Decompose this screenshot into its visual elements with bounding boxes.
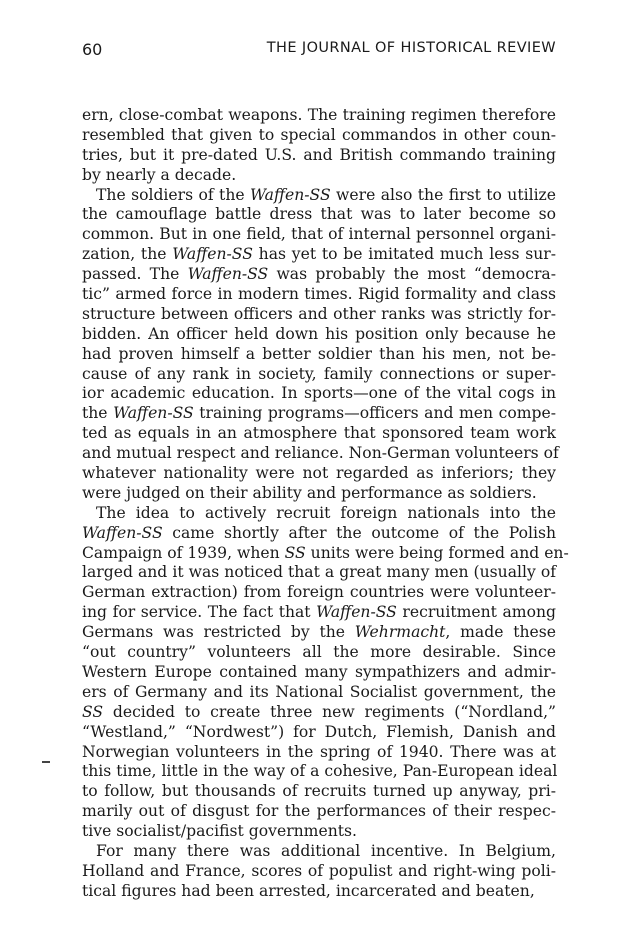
text-line [82,822,556,842]
text-line [82,444,559,464]
text-run: tic” armed force in modern times. Rigid formality and class [82,285,556,304]
text-line [82,384,556,404]
text-run: tical figures had been arrested, incarcerated and beaten, [82,881,535,900]
text-run: “out country” volunteers all the more desirable. Since [82,643,556,662]
text-line [82,265,556,285]
text-run: zation, the [82,245,173,264]
text-run: to follow, but thousands of recruits turned up anyway, pri- [82,782,556,801]
text-line [82,365,556,385]
text-line [82,146,556,166]
italic-text: Waffen-SS [113,404,194,423]
text-line [82,643,556,663]
text-line [82,842,556,862]
text-run: “Westland,” “Nordwest”) for Dutch, Flemish, Danish and [82,722,556,741]
text-line [82,543,569,564]
text-run: common. But in one field, that of internal personnel organi- [82,225,556,244]
text-line [82,762,556,782]
text-run: The idea to actively recruit foreign nationals into the [96,503,556,522]
italic-text: Waffen-SS [172,245,253,264]
text-run: came shortly after the outcome of the Polish [162,523,556,542]
text-run: had proven himself a better soldier than his men, not be- [82,344,556,363]
text-run: passed. The [82,265,188,284]
text-line [82,583,556,603]
text-run: was probably the most “democra- [268,265,556,284]
text-run: ior academic education. In sports—one of the vital cogs in [82,384,556,403]
text-run: Holland and France, scores of populist and right-wing poli- [82,861,556,880]
text-run: were also the first to utilize [330,185,556,204]
text-line [82,225,556,245]
text-run: ted as equals in an atmosphere that sponsored team work [82,424,556,443]
text-run: whatever nationality were not regarded as inferiors; they [82,464,556,483]
text-line [82,782,556,802]
text-run: German extraction) from foreign countries were volunteer- [82,583,556,602]
text-line [82,862,556,882]
text-run: recruitment among [396,603,556,622]
text-line [82,663,556,683]
text-line [82,623,556,643]
page-number: 60 [82,40,103,59]
page-header [82,40,556,64]
italic-text: Waffen-SS [187,265,269,284]
text-run: ing for service. The fact that [82,603,317,622]
text-run: ers of Germany and its National Socialist government, the [82,682,556,701]
text-line [82,424,556,444]
text-run: tries, but it pre-dated U.S. and British commando training [82,145,556,164]
italic-text: Waffen-SS [82,523,163,542]
text-line [82,882,556,902]
text-line [82,723,556,743]
text-line [82,802,556,822]
italic-text: Waffen-SS [316,603,397,622]
text-line [82,524,556,544]
text-line [82,683,556,703]
text-run: the [82,404,114,423]
text-run: , made these [445,623,556,642]
text-line [82,285,556,305]
text-line [82,404,556,424]
text-line [82,603,556,623]
text-run: marily out of disgust for the performances of their respec- [82,802,556,821]
text-run: training programs—officers and men compe- [193,404,556,423]
text-run: structure between officers and other ranks was strictly for- [82,304,556,323]
text-line [82,345,556,365]
text-line [82,305,556,325]
text-run: resembled that given to special commandos in other coun- [82,125,556,144]
italic-text: SS [82,702,104,721]
italic-text: SS [284,543,306,562]
text-line [82,563,556,583]
text-run: and mutual respect and reliance. Non-German volunteers of [82,444,559,463]
italic-text: Wehrmacht [354,623,446,642]
margin-mark [42,761,50,763]
text-line [82,186,556,206]
text-run: units were being formed and en- [305,543,569,562]
text-run: were judged on their ability and performance as soldiers. [82,483,537,502]
text-run: Campaign of 1939, when [82,543,285,562]
text-run: Norwegian volunteers in the spring of 1940. There was at [82,742,556,761]
text-run: larged and it was noticed that a great many men (usually of [82,563,556,582]
text-line [82,484,556,504]
text-run: For many there was additional incentive. In Belgium, [96,841,556,860]
running-head: THE JOURNAL OF HISTORICAL REVIEW [266,40,556,56]
text-run: cause of any rank in society, family connections or super- [82,364,556,383]
text-run: Germans was restricted by the [82,623,355,642]
text-line [82,106,556,126]
text-run: the camouflage battle dress that was to later become so [82,205,556,224]
body-text [82,106,569,902]
text-line [82,464,556,484]
text-run: by nearly a decade. [82,165,237,184]
text-line [82,205,556,225]
text-run: decided to create three new regiments (“Nordland,” [103,702,556,721]
text-run: has yet to be imitated much less sur- [252,245,556,264]
text-line [82,703,556,723]
text-run: this time, little in the way of a cohesive, Pan-European ideal [82,762,558,781]
text-line [82,245,556,265]
text-line [82,325,556,345]
text-run: ern, close-combat weapons. The training regimen therefore [82,106,556,124]
text-run: The soldiers of the [96,185,250,204]
text-line [82,126,556,146]
text-run: Western Europe contained many sympathizers and admir- [82,662,556,681]
text-line [82,504,556,524]
text-line [82,743,556,763]
text-run: bidden. An officer held down his position only because he [82,324,556,343]
text-run: tive socialist/pacifist governments. [82,822,357,841]
italic-text: Waffen-SS [250,185,331,204]
text-line [82,166,556,186]
